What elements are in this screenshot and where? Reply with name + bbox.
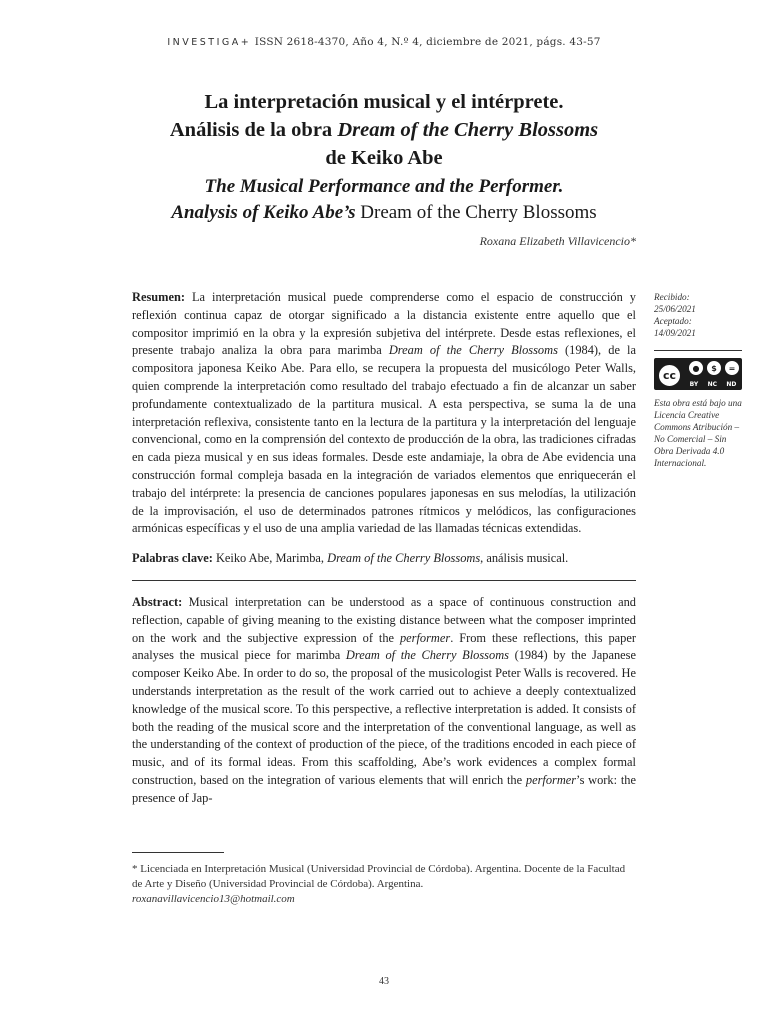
sidebar-divider: [654, 350, 742, 351]
resumen-paragraph: Resumen: La interpretación musical puede comprenderse como el espacio de construcción y reflexión continua capaz de otorgar significado a la distancia existente entre aquello que el compositor imprimió en la obra y la expresión subjetiva del intérprete. Desde estas reflexiones, el presente trabajo analiza la obra para marimba Dream of the Cherry Blossoms (1984), de la compositora japonesa Keiko Abe. Para ello, se recupera la propuesta del musicólogo Peter Walls, quien comprende la interpretación como resultado del trabajo efectuado a fin de alcanzar un saber profundamente contextualizado de la partitura musical. A esta perspectiva, se suma la de una interpretación reflexiva, consistente tanto en la lectura de la partitura y la interpretación del lenguaje convencional, como en la comprensión del contexto de producción de la obra, las tradiciones cifradas en cada pieza musical y en sus ideas formales. Desde este andamiaje, la obra de Abe evidencia una construcción formal compleja basada en la integración de variados elementos que enriquecerán el trabajo del intérprete: la presencia de canciones populares japonesas en sus melodías, la utilización de la improvisación, el uso de determinados patrones rítmicos y melódicos, las configuraciones armónicas específicas y el uso de una amplia variedad de las llamadas técnicas extendidas.: [132, 290, 636, 536]
by-label: BY: [689, 381, 699, 388]
subtitle-line-2: Analysis of Keiko Abe’s Dream of the Cherry Blossoms: [171, 202, 597, 223]
cc-license-badge[interactable]: [654, 358, 742, 390]
accepted-label: Aceptado:: [654, 316, 692, 326]
section-divider: [132, 580, 636, 581]
received-date: 25/06/2021: [654, 304, 696, 314]
abstract-paragraph: Abstract: Musical interpretation can be understood as a space of continuous construction and reflection, capable of giving meaning to the existing distance between what the composer imprinted on the work and the subjective expression of the performer. From these reflections, this paper analyses the musical piece for marimba Dream of the Cherry Blossoms (1984) by the Japanese composer Keiko Abe. In order to do so, the proposal of the musicologist Peter Walls is recovered. He understands interpretation as the result of the work carried out to achieve a deeply contextualized knowledge of the musical score. To this perspective, a reflective interpretation is added. It consists of both the reading of the musical score and the interpretation of the conventional language, as well as the understanding of the context of production of the piece, of the traditions encoded in each piece of music, and of its formal ideas. From this scaffolding, Abe’s work evidences a complex formal construction, based on the integration of various elements that will enrich the performer’s work: the presence of Jap-: [132, 595, 636, 805]
keywords-label: Palabras clave:: [132, 551, 213, 565]
title-work: Dream of the Cherry Blossoms: [337, 119, 599, 141]
accepted-date: 14/09/2021: [654, 328, 696, 338]
by-person-icon: ●: [687, 359, 705, 377]
keywords-paragraph: Palabras clave: Keiko Abe, Marimba, Dream of the Cherry Blossoms, análisis musical.: [132, 551, 569, 565]
author-footnote: [132, 862, 636, 907]
abstract-label: Abstract:: [132, 595, 183, 609]
footnote-text: * Licenciada en Interpretación Musical (Universidad Provincial de Córdoba). Argentina. Docente de la Facultad de Arte y Diseño (Universidad Provincial de Córdoba). Argentina.: [132, 863, 626, 890]
title-line-1: La interpretación musical y el intérprete.: [204, 91, 564, 113]
received-label: Recibido:: [654, 292, 690, 302]
paper-title: [100, 88, 668, 172]
cc-badge-labels: [685, 380, 741, 389]
cc-logo-icon: cc: [657, 363, 682, 388]
license-text: Esta obra está bajo una Licencia Creative Commons Atribución – No Comercial – Sin Obra Derivada 4.0 Internacional.: [654, 398, 742, 468]
paper-subtitle: [100, 174, 668, 226]
journal-citation: ISSN 2618-4370, Año 4, N.º 4, diciembre de 2021, págs. 43-57: [254, 36, 601, 48]
dates-block: [654, 291, 746, 339]
author-email-link[interactable]: roxanavillavicencio13@hotmail.com: [132, 893, 295, 905]
page-number: 43: [379, 976, 389, 987]
footnote-divider: [132, 852, 224, 853]
nd-label: ND: [726, 381, 737, 388]
author-name: Roxana Elizabeth Villavicencio*: [479, 234, 636, 248]
title-line-2: Análisis de la obra Dream of the Cherry Blossoms: [169, 119, 599, 141]
nc-dollar-icon: $: [705, 359, 723, 377]
nc-label: NC: [707, 381, 717, 388]
journal-brand: INVESTIGA+: [167, 37, 252, 48]
resumen-label: Resumen:: [132, 290, 185, 304]
title-line-3: de Keiko Abe: [325, 147, 443, 169]
running-header: [0, 36, 768, 48]
subtitle-line-1: The Musical Performance and the Performer.: [204, 176, 564, 197]
nd-equals-icon: =: [723, 359, 741, 377]
